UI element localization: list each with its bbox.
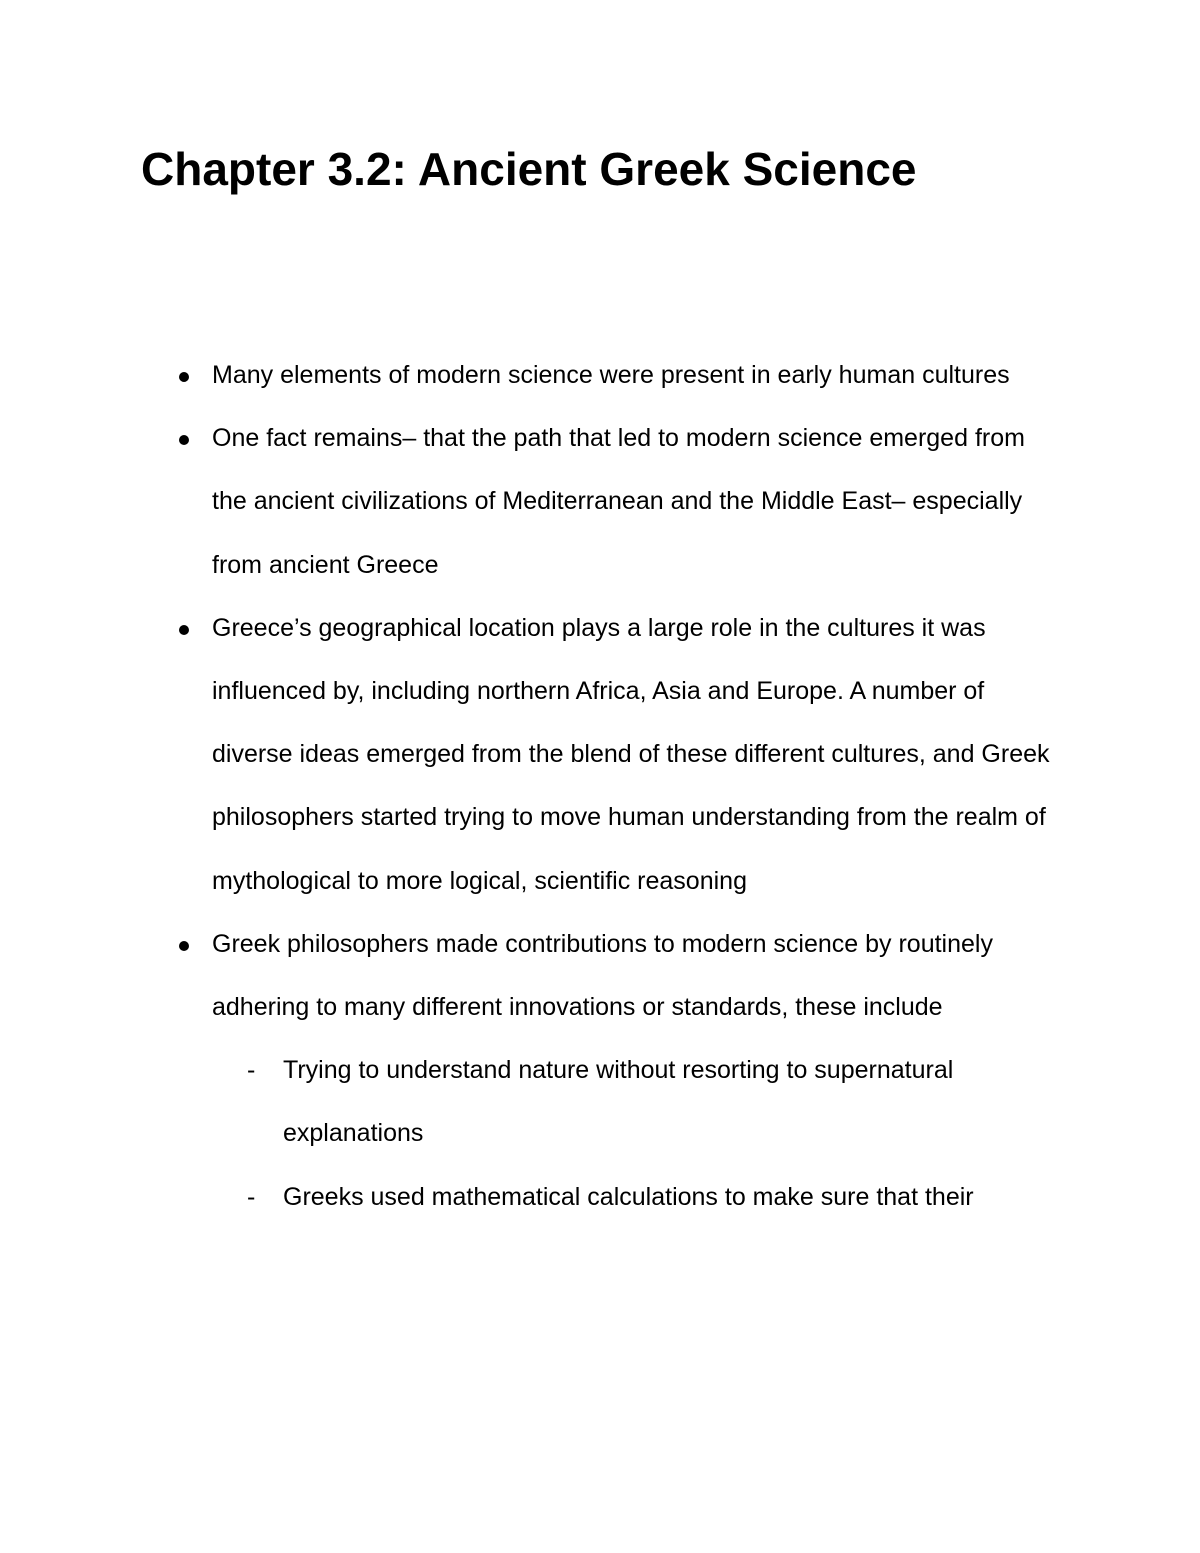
- list-item: [0, 913, 1052, 1229]
- list-item: [0, 344, 1052, 407]
- list-item: [0, 407, 1052, 597]
- bullet-text: One fact remains– that the path that led to modern science emerged from the ancient civilizations of Mediterranean and the Middle East– especially from ancient Greece: [212, 424, 1025, 579]
- sub-bullet-text: Greeks used mathematical calculations to make sure that their: [283, 1182, 974, 1211]
- bullet-list: [0, 344, 1200, 1229]
- bullet-text: Greece’s geographical location plays a large role in the cultures it was influenced by, including northern Africa, Asia and Europe. A number of diverse ideas emerged from the blend of these different cultures, and Greek philosophers started trying to move human understanding from the realm of mythological to more logical, scientific reasoning: [212, 613, 1050, 895]
- sub-bullet-list: [212, 1039, 1052, 1229]
- page-title: Chapter 3.2: Ancient Greek Science: [141, 143, 917, 195]
- sub-list-item: [247, 1039, 1052, 1165]
- sub-bullet-text: Trying to understand nature without resorting to supernatural explanations: [283, 1056, 954, 1148]
- bullet-icon: [179, 372, 189, 382]
- bullet-text: Many elements of modern science were present in early human cultures: [212, 361, 1010, 389]
- dash-marker: -: [247, 1182, 256, 1211]
- bullet-icon: [179, 435, 189, 445]
- bullet-icon: [179, 625, 189, 635]
- dash-marker: -: [247, 1056, 256, 1085]
- list-item: [0, 597, 1052, 913]
- bullet-icon: [179, 941, 189, 951]
- sub-list-item: [247, 1166, 1052, 1229]
- bullet-text: Greek philosophers made contributions to modern science by routinely adhering to many different innovations or standards, these include: [212, 929, 993, 1022]
